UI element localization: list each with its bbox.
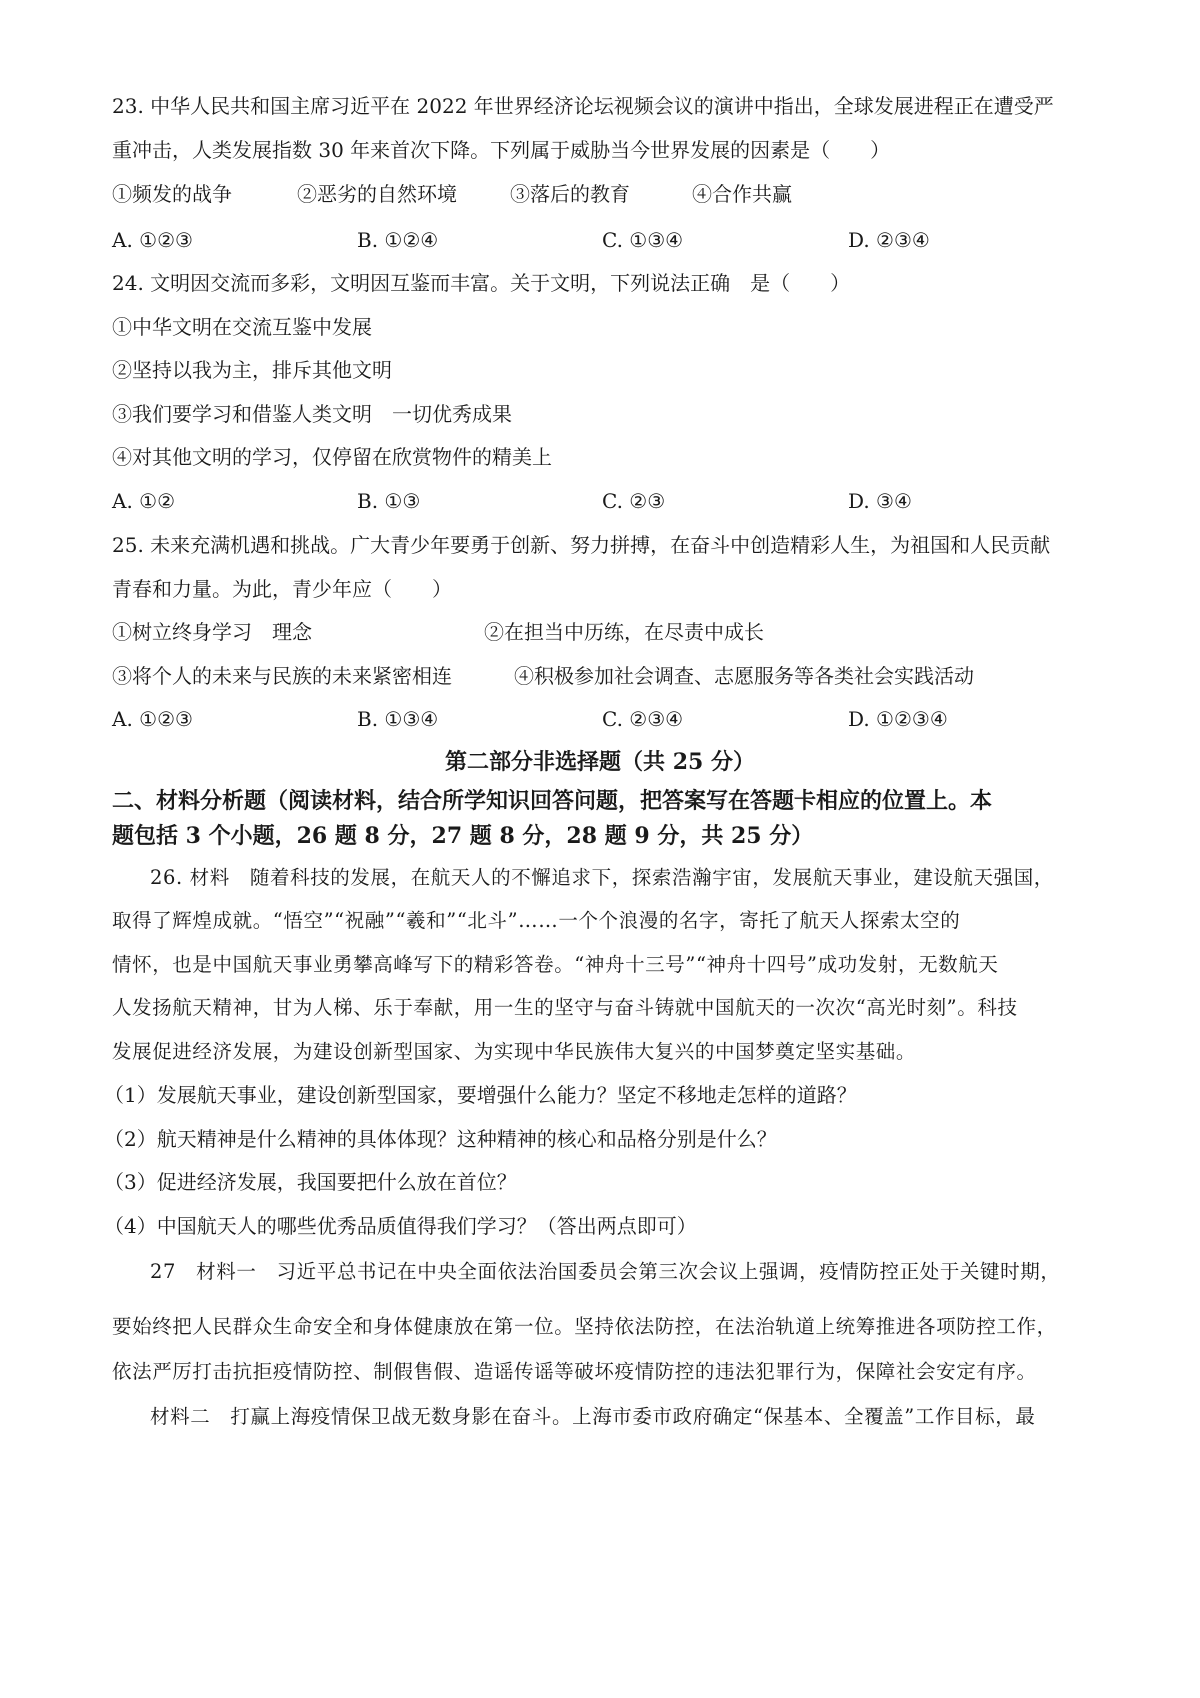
q25-item-4: ④积极参加社会调查、志愿服务等各类社会实践活动 bbox=[514, 664, 974, 688]
q23-option-c: C. ①③④ bbox=[602, 228, 684, 252]
q25-option-d: D. ①②③④ bbox=[848, 707, 948, 731]
q25-item-3: ③将个人的未来与民族的未来紧密相连 bbox=[112, 664, 452, 688]
q26-material-line5: 发展促进经济发展，为建设创新型国家、为实现中华民族伟大复兴的中国梦奠定坚实基础。 bbox=[112, 1040, 917, 1063]
q25-stem-line2: 青春和力量。为此，青少年应（ ） bbox=[112, 577, 452, 601]
q26-question-1: （1）发展航天事业，建设创新型国家，要增强什么能力？坚定不移地走怎样的道路？ bbox=[104, 1083, 857, 1107]
part2-title: 第二部分非选择题（共 25 分） bbox=[445, 749, 755, 775]
q24-option-a: A. ①② bbox=[112, 489, 176, 513]
q25-item-1: ①树立终身学习 理念 bbox=[112, 620, 312, 644]
section-heading-line2: 题包括 3 个小题，26 题 8 分，27 题 8 分，28 题 9 分，共 25 分） bbox=[112, 823, 814, 849]
q23-item-2: ②恶劣的自然环境 bbox=[297, 182, 457, 206]
q25-option-a: A. ①②③ bbox=[112, 707, 193, 731]
q25-item-2: ②在担当中历练，在尽责中成长 bbox=[484, 620, 764, 644]
q23-option-d: D. ②③④ bbox=[848, 228, 930, 252]
q24-option-d: D. ③④ bbox=[848, 489, 912, 513]
q23-item-3: ③落后的教育 bbox=[510, 182, 630, 206]
q26-material-line2: 取得了辉煌成就。“悟空”“祝融”“羲和”“北斗”……一个个浪漫的名字，寄托了航天人探索太空的 bbox=[112, 909, 961, 932]
q26-material-line4: 人发扬航天精神，甘为人梯、乐于奉献，用一生的坚守与奋斗铸就中国航天的一次次“高光时刻”。科技 bbox=[112, 996, 1018, 1019]
q25-option-b: B. ①③④ bbox=[357, 707, 439, 731]
q24-item-2: ②坚持以我为主，排斥其他文明 bbox=[112, 358, 392, 382]
section-heading-line1: 二、材料分析题（阅读材料，结合所学知识回答问题，把答案写在答题卡相应的位置上。本 bbox=[112, 788, 993, 814]
q26-material-line1: 26. 材料 随着科技的发展，在航天人的不懈追求下，探索浩瀚宇宙，发展航天事业，建设航天强国， bbox=[150, 866, 1054, 889]
q25-stem-line1: 25. 未来充满机遇和挑战。广大青少年要勇于创新、努力拼搏，在奋斗中创造精彩人生，为祖国和人民贡献 bbox=[112, 533, 1051, 557]
q24-option-c: C. ②③ bbox=[602, 489, 666, 513]
q25-option-c: C. ②③④ bbox=[602, 707, 684, 731]
q27-material2-line1: 材料二 打赢上海疫情保卫战无数身影在奋斗。上海市委市政府确定“保基本、全覆盖”工作目标，最 bbox=[150, 1405, 1036, 1428]
q24-item-1: ①中华文明在交流互鉴中发展 bbox=[112, 315, 372, 339]
q23-stem-line1: 23. 中华人民共和国主席习近平在 2022 年世界经济论坛视频会议的演讲中指出，全球发展进程正在遭受严 bbox=[112, 94, 1054, 118]
q26-question-4: （4）中国航天人的哪些优秀品质值得我们学习？（答出两点即可） bbox=[104, 1214, 697, 1238]
q26-question-3: （3）促进经济发展，我国要把什么放在首位？ bbox=[104, 1170, 517, 1194]
q24-option-b: B. ①③ bbox=[357, 489, 421, 513]
q23-option-b: B. ①②④ bbox=[357, 228, 439, 252]
q23-option-a: A. ①②③ bbox=[112, 228, 193, 252]
q27-material1-line3: 依法严厉打击抗拒疫情防控、制假售假、造谣传谣等破坏疫情防控的违法犯罪行为，保障社会安定有序。 bbox=[112, 1360, 1037, 1383]
q26-material-line3: 情怀，也是中国航天事业勇攀高峰写下的精彩答卷。“神舟十三号”“神舟十四号”成功发射，无数航天 bbox=[112, 953, 999, 976]
q23-item-1: ①频发的战争 bbox=[112, 182, 232, 206]
q24-item-4: ④对其他文明的学习，仅停留在欣赏物件的精美上 bbox=[112, 445, 552, 469]
q24-stem: 24. 文明因交流而多彩，文明因互鉴而丰富。关于文明，下列说法正确 是（ ） bbox=[112, 271, 851, 295]
q24-item-3: ③我们要学习和借鉴人类文明 一切优秀成果 bbox=[112, 402, 512, 426]
q27-material1-line2: 要始终把人民群众生命安全和身体健康放在第一位。坚持依法防控，在法治轨道上统筹推进各项防控工作， bbox=[112, 1315, 1057, 1338]
q23-item-4: ④合作共赢 bbox=[692, 182, 792, 206]
q27-material1-line1: 27 材料一 习近平总书记在中央全面依法治国委员会第三次会议上强调，疫情防控正处于关键时期， bbox=[150, 1260, 1061, 1283]
q23-stem-line2: 重冲击，人类发展指数 30 年来首次下降。下列属于威胁当今世界发展的因素是（ ） bbox=[112, 138, 891, 162]
q26-question-2: （2）航天精神是什么精神的具体体现？这种精神的核心和品格分别是什么？ bbox=[104, 1127, 777, 1151]
